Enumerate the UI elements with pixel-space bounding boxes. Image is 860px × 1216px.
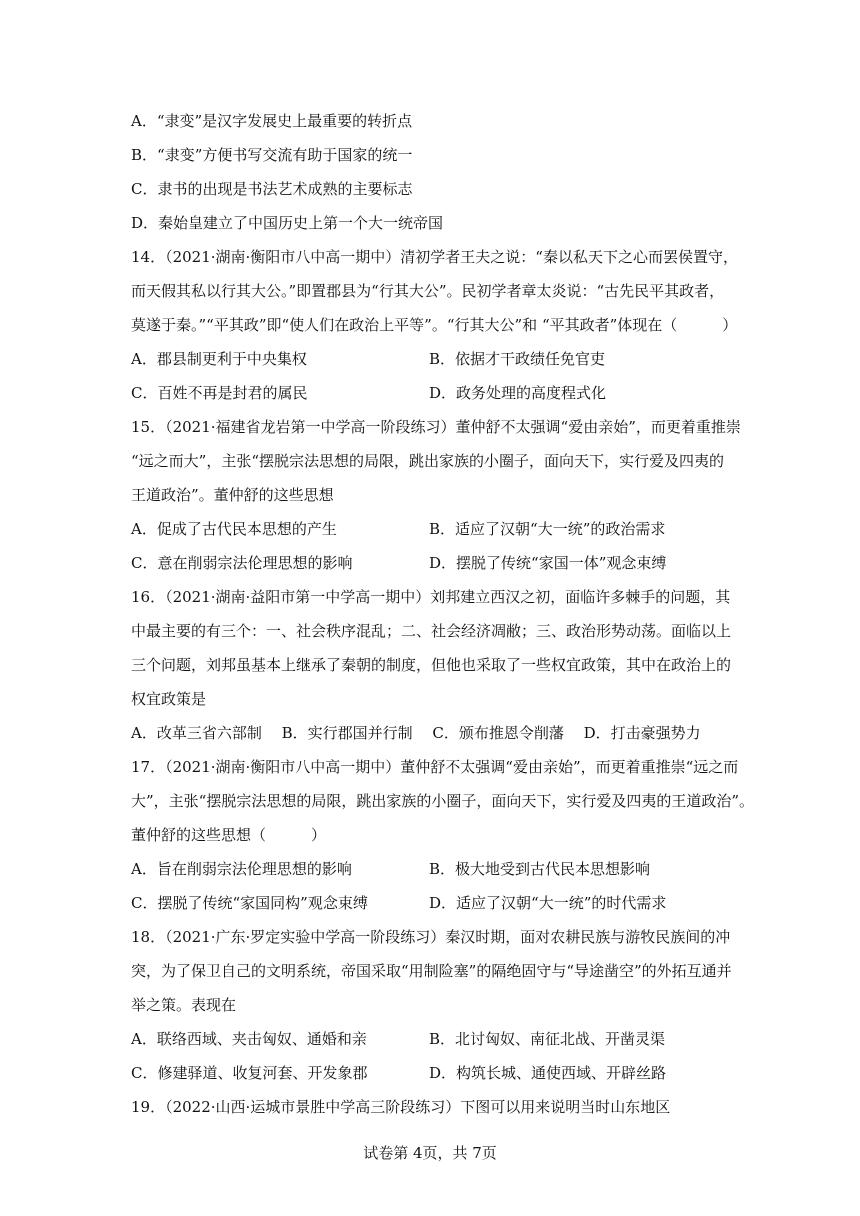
q14-option-d: D．政务处理的高度程式化 — [429, 384, 607, 402]
q17-options-row — [131, 859, 651, 879]
q13-option-c: C．隶书的出现是书法艺术成熟的主要标志 — [131, 180, 413, 198]
q14-option-c: C．百姓不再是封君的属民 — [131, 384, 308, 402]
q18-options-row — [131, 1029, 666, 1049]
q17-option-c: C．摆脱了传统“家国同构”观念束缚 — [131, 894, 368, 912]
q13-option-b: B．“隶变”方便书写交流有助于国家的统一 — [131, 146, 413, 164]
q17-option-b: B．极大地受到古代民本思想影响 — [429, 860, 651, 878]
q15-options-row — [131, 553, 667, 573]
q15-stem-line: 15．（2021·福建省龙岩第一中学高一阶段练习）董仲舒不太强调“爱由亲始”，而更着重推崇 — [131, 418, 741, 436]
q19-stem-line: 19．（2022·山西·运城市景胜中学高三阶段练习）下图可以用来说明当时山东地区 — [131, 1098, 671, 1116]
q13-option-a: A．“隶变”是汉字发展史上最重要的转折点 — [131, 112, 413, 130]
page-footer: 试卷第 4页，共 7页 — [363, 1144, 497, 1162]
q15-option-c: C．意在削弱宗法伦理思想的影响 — [131, 554, 353, 572]
q15-stem-line: 王道政治”。董仲舒的这些思想 — [131, 486, 334, 504]
q16-stem-line: 中最主要的有三个：一、社会秩序混乱；二、社会经济凋敝；三、政治形势动荡。面临以上 — [131, 622, 732, 640]
q16-stem-line: 16．（2021·湖南·益阳市第一中学高一期中）刘邦建立西汉之初，面临许多棘手的问题，其 — [131, 588, 731, 606]
q16-options: A．改革三省六部制 B．实行郡国并行制 C．颁布推恩令削藩 D．打击豪强势力 — [131, 724, 701, 742]
q14-stem-line: 而天假其私以行其大公。”即置郡县为“行其大公”。民初学者章太炎说：“古先民平其政者， — [131, 282, 725, 300]
q15-stem-line: “远之而大”，主张“摆脱宗法思想的局限，跳出家族的小圈子，面向天下，实行爱及四夷的 — [131, 452, 725, 470]
q14-option-a: A．郡县制更利于中央集权 — [131, 350, 307, 368]
q14-options-row — [131, 383, 607, 403]
q17-stem-line: 董仲舒的这些思想（ ） — [131, 826, 327, 844]
q18-stem-line: 18．（2021·广东·罗定实验中学高一阶段练习）秦汉时期，面对农耕民族与游牧民族间的冲 — [131, 928, 731, 946]
q18-option-c: C．修建驿道、收复河套、开发象郡 — [131, 1064, 368, 1082]
q14-option-b: B．依据才干政绩任免官吏 — [429, 350, 606, 368]
q14-options-row — [131, 349, 606, 369]
q18-option-b: B．北讨匈奴、南征北战、开凿灵渠 — [429, 1030, 666, 1048]
q15-option-a: A．促成了古代民本思想的产生 — [131, 520, 337, 538]
q18-options-row — [131, 1063, 667, 1083]
q17-option-d: D．适应了汉朝“大一统”的时代需求 — [429, 894, 667, 912]
q15-options-row — [131, 519, 666, 539]
q13-option-d: D．秦始皇建立了中国历史上第一个大一统帝国 — [131, 214, 444, 232]
q15-option-d: D．摆脱了传统“家国一体”观念束缚 — [429, 554, 667, 572]
q14-stem-line: 莫遂于秦。”“平其政”即“使人们在政治上平等”。“行其大公”和 “平其政者”体现在（ ） — [131, 316, 738, 334]
q18-stem-line: 突，为了保卫自己的文明系统，帝国采取“用制险塞”的隔绝固守与“导途凿空”的外拓互通并 — [131, 962, 732, 980]
q18-stem-line: 举之策。表现在 — [131, 996, 237, 1014]
q15-option-b: B．适应了汉朝“大一统”的政治需求 — [429, 520, 666, 538]
q17-stem-line: 大”，主张“摆脱宗法思想的局限，跳出家族的小圈子，面向天下，实行爱及四夷的王道政治”。 — [131, 792, 755, 810]
q17-stem-line: 17．（2021·湖南·衡阳市八中高一期中）董仲舒不太强调“爱由亲始”，而更着重推崇“远之而 — [131, 758, 739, 776]
q14-stem-line: 14．（2021·湖南·衡阳市八中高一期中）清初学者王夫之说：“秦以私天下之心而罢侯置守， — [131, 248, 738, 266]
q17-option-a: A．旨在削弱宗法伦理思想的影响 — [131, 860, 352, 878]
q16-stem-line: 权宜政策是 — [131, 690, 207, 708]
q18-option-a: A．联络西域、夹击匈奴、通婚和亲 — [131, 1030, 367, 1048]
q17-options-row — [131, 893, 667, 913]
q18-option-d: D．构筑长城、通使西域、开辟丝路 — [429, 1064, 667, 1082]
q16-stem-line: 三个问题，刘邦虽基本上继承了秦朝的制度，但他也采取了一些权宜政策，其中在政治上的 — [131, 656, 732, 674]
